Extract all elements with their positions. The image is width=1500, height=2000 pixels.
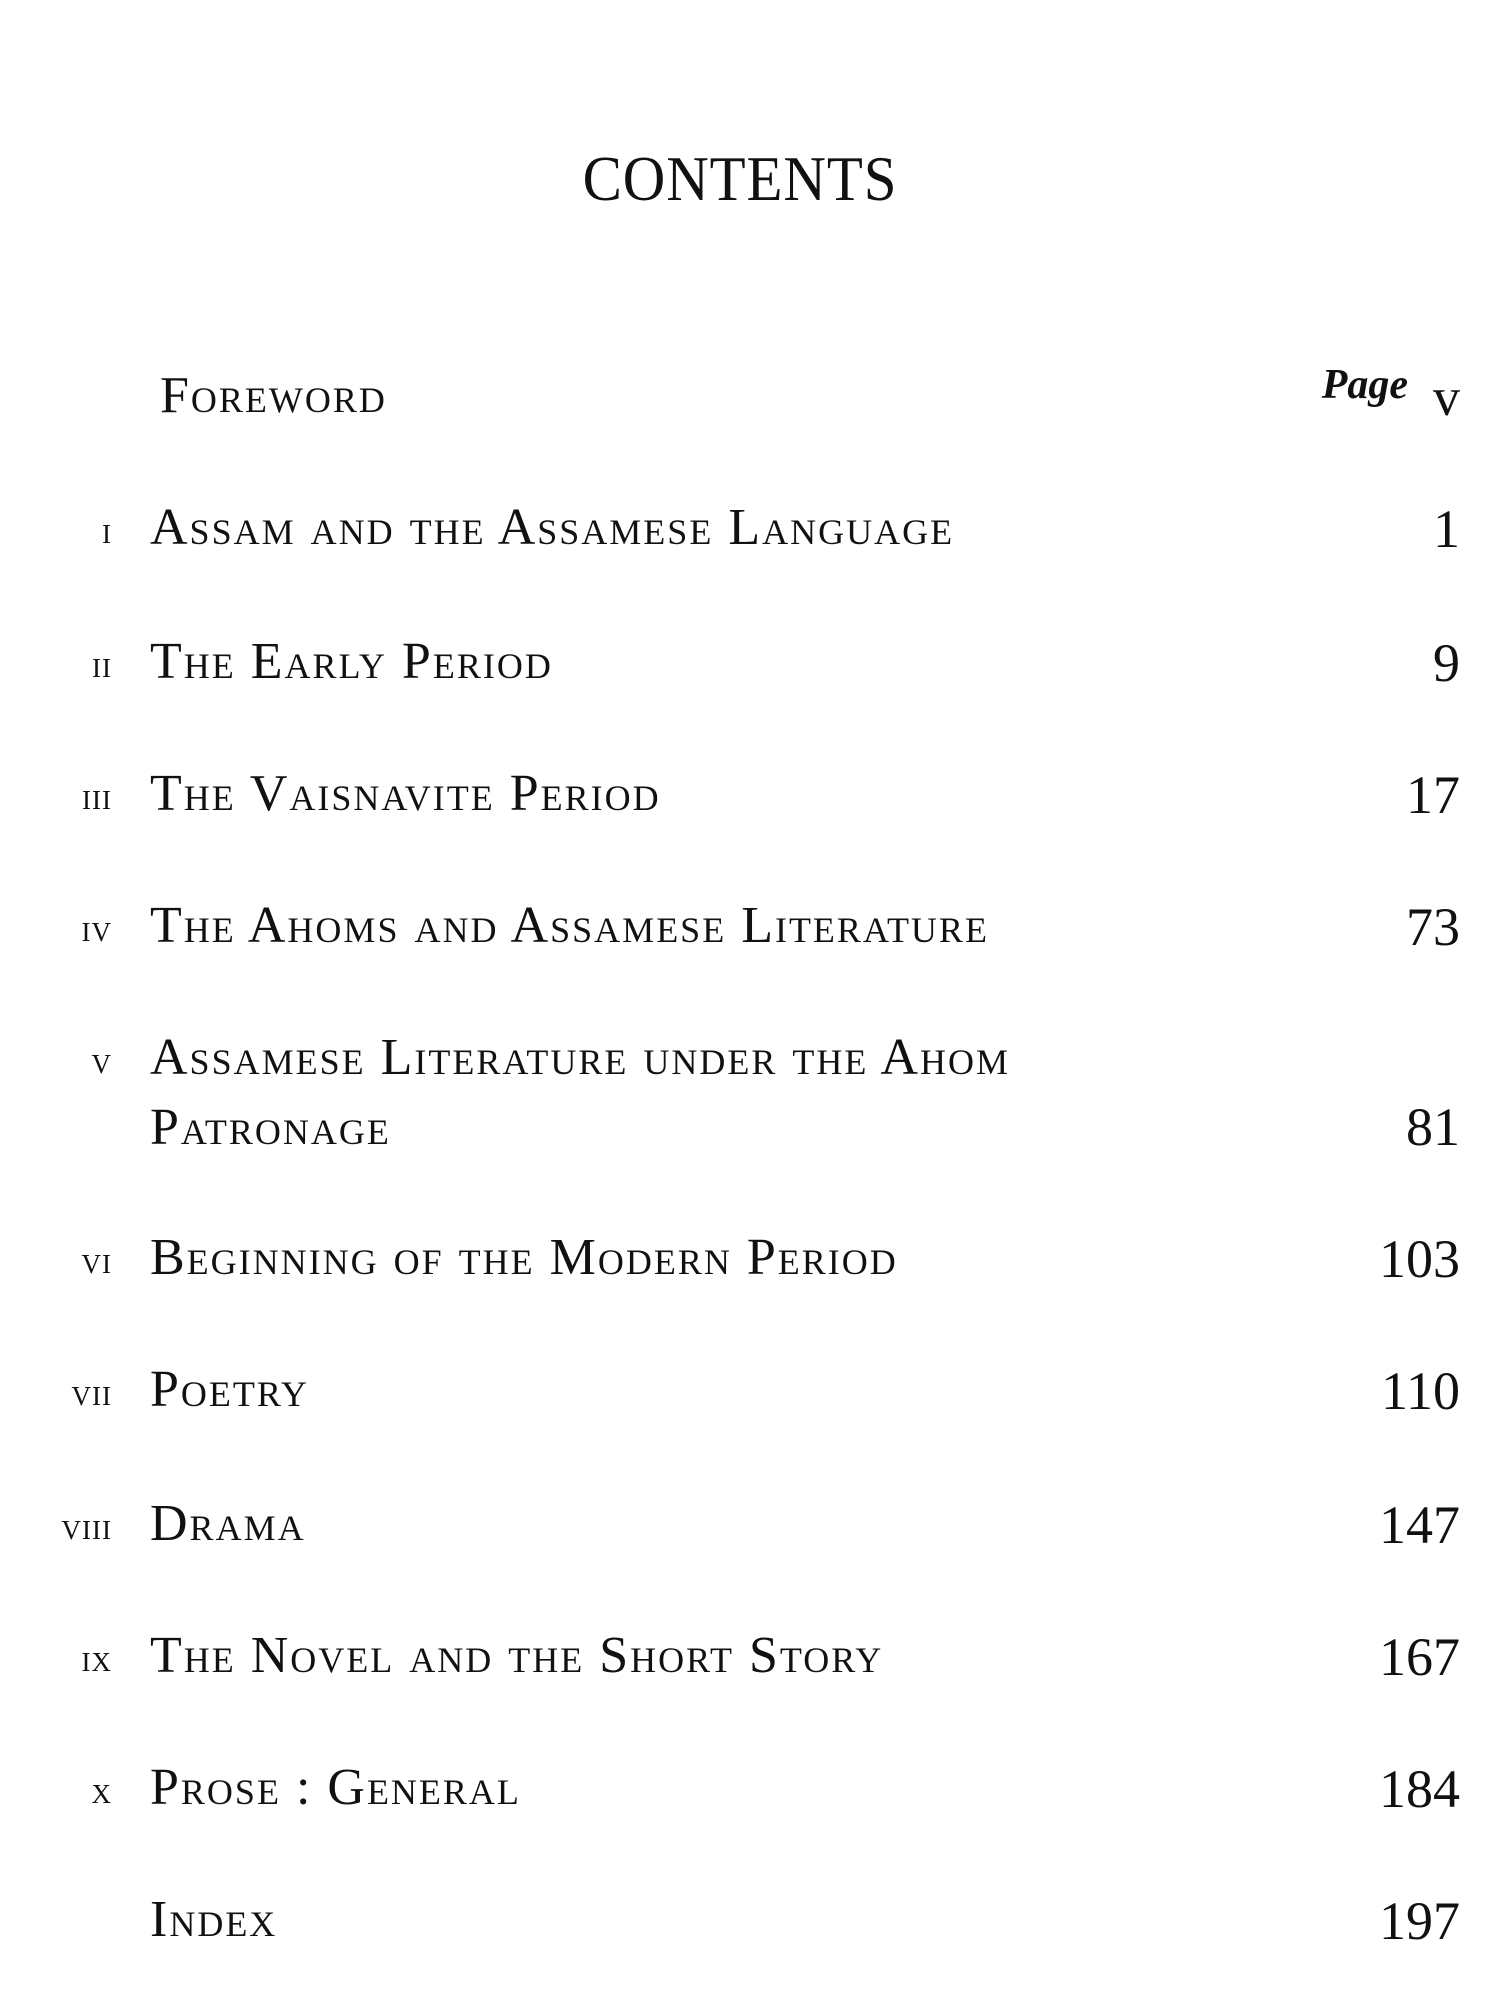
- toc-entry-title: Index: [150, 1891, 278, 1948]
- toc-entry-page: 9: [1433, 633, 1460, 693]
- toc-entry-title: Assamese Literature under the Ahom: [150, 1029, 1011, 1086]
- toc-entry-title: Poetry: [150, 1361, 309, 1418]
- toc-entry-number: ii: [92, 644, 112, 686]
- toc-entry-page: 103: [1379, 1229, 1460, 1289]
- toc-entry-title-wrap: [150, 1029, 1011, 1156]
- toc-entry-number: iii: [82, 776, 112, 818]
- toc-entry-number: ix: [81, 1638, 112, 1680]
- toc-entry-page: 147: [1379, 1495, 1460, 1555]
- toc-entry-number: i: [102, 510, 112, 552]
- toc-entry-title: Assam and the Assamese Language: [150, 499, 955, 556]
- page-title: CONTENTS: [582, 143, 898, 214]
- toc-entry-title: Prose : General: [150, 1759, 521, 1816]
- toc-entry-page: 1: [1433, 499, 1460, 559]
- toc-entry-page: v: [1433, 367, 1460, 427]
- toc-entry-title: Drama: [150, 1495, 306, 1552]
- toc-entry-title: The Ahoms and Assamese Literature: [150, 897, 989, 954]
- page-label: Page: [1321, 362, 1408, 408]
- toc-entry-title: The Novel and the Short Story: [150, 1627, 884, 1684]
- toc-entry-number: v: [91, 1040, 112, 1082]
- toc-entry-number: x: [91, 1770, 112, 1812]
- toc-entry-title: The Early Period: [150, 633, 553, 690]
- toc-entry-page: 17: [1406, 765, 1460, 825]
- toc-entry-page: 197: [1379, 1891, 1460, 1951]
- toc-entry-title: Foreword: [160, 367, 387, 424]
- toc-entry-page: 81: [1406, 1097, 1460, 1157]
- toc-entry-page: 184: [1379, 1759, 1460, 1819]
- toc-entry-number: vi: [81, 1240, 112, 1282]
- toc-entry-title: The Vaisnavite Period: [150, 765, 661, 822]
- toc-entry-page: 167: [1379, 1627, 1460, 1687]
- toc-entry-title-continued: Patronage: [150, 1099, 391, 1156]
- toc-entry-page: 110: [1381, 1361, 1460, 1421]
- toc-entry-number: vii: [71, 1372, 112, 1414]
- toc-entry-page: 73: [1406, 897, 1460, 957]
- toc-entry-number: iv: [81, 908, 112, 950]
- toc-entry-title: Beginning of the Modern Period: [150, 1229, 898, 1286]
- toc-entry-number: viii: [61, 1506, 112, 1548]
